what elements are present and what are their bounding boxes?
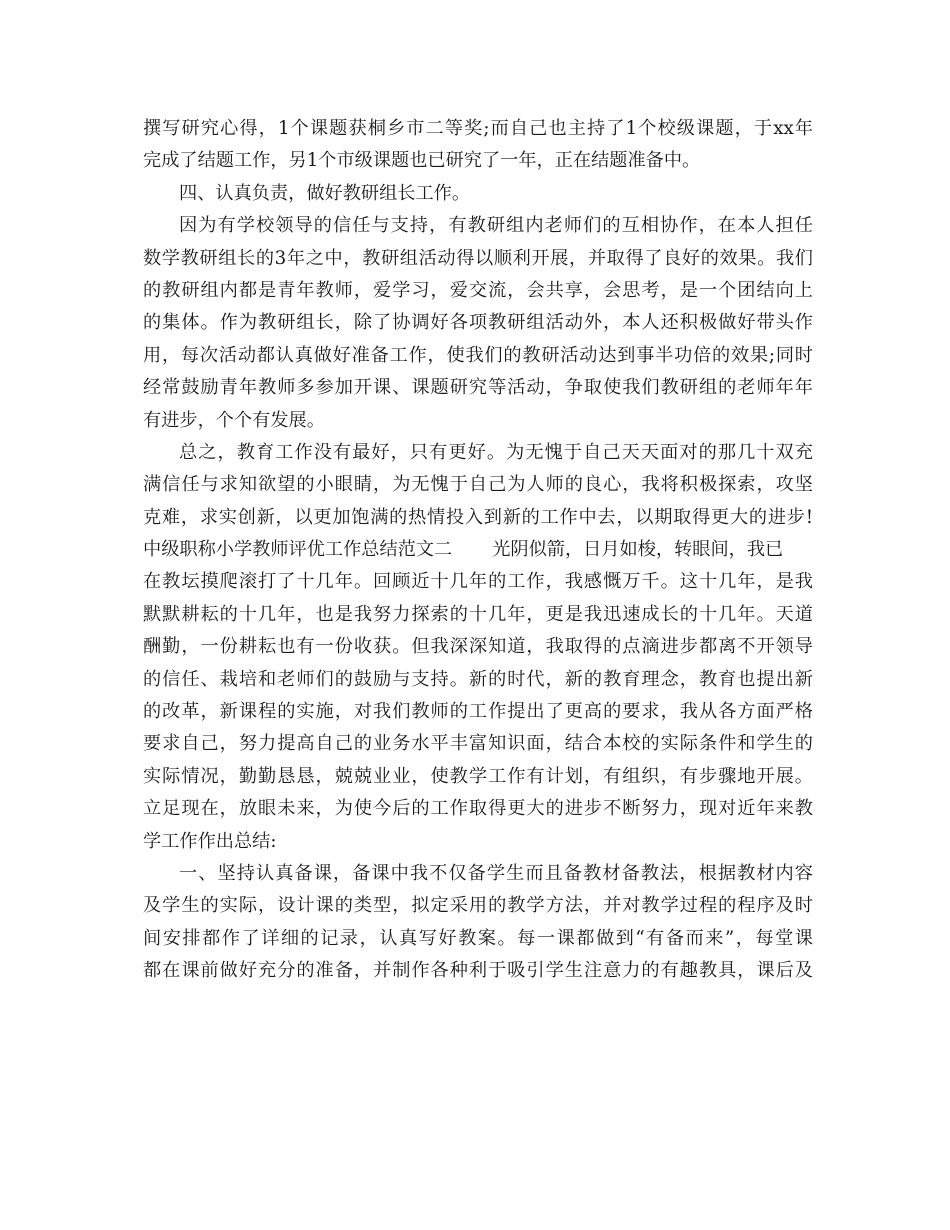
text-line: 实际情况，勤勤恳恳，兢兢业业，使教学工作有计划，有组织，有步骤地开展。 bbox=[143, 765, 813, 787]
text-line: 在教坛摸爬滚打了十几年。回顾近十几年的工作，我感慨万千。这十几年，是我 bbox=[143, 571, 813, 593]
text-line: 总之，教育工作没有最好，只有更好。为无愧于自己天天面对的那几十双充 bbox=[179, 441, 813, 463]
section-heading: 四、认真负责，做好教研组长工作。 bbox=[179, 182, 471, 204]
text-line: 撰写研究心得，1个课题获桐乡市二等奖;而自己也主持了1个校级课题，于xx年 bbox=[143, 118, 813, 139]
article-title: 中级职称小学教师评优工作总结范文二 bbox=[143, 539, 453, 561]
text-line: 的改革，新课程的实施，对我们教师的工作提出了更高的要求，我从各方面严格 bbox=[143, 701, 813, 723]
text-line: 因为有学校领导的信任与支持，有教研组内老师们的互相协作，在本人担任 bbox=[179, 215, 813, 237]
text-line: 间安排都作了详细的记录，认真写好教案。每一课都做到“有备而来”，每堂课 bbox=[143, 927, 813, 949]
text-line: 的教研组内都是青年教师，爱学习，爱交流，会共享，会思考，是一个团结向上 bbox=[143, 279, 813, 301]
text-line bbox=[143, 534, 813, 566]
text-line: 完成了结题工作，另1个市级课题也已研究了一年，正在结题准备中。 bbox=[143, 150, 701, 172]
text-line: 满信任与求知欲望的小眼睛，为无愧于自己为人师的良心，我将积极探索，攻坚 bbox=[143, 474, 813, 496]
text-line: 用，每次活动都认真做好准备工作，使我们的教研活动达到事半功倍的效果;同时 bbox=[143, 344, 813, 366]
text-fragment: 光阴似箭，日月如梭，转眼间，我已 bbox=[492, 539, 784, 561]
text-line: 立足现在，放眼未来，为使今后的工作取得更大的进步不断努力，现对近年来教 bbox=[143, 798, 813, 820]
text-line: 要求自己，努力提高自己的业务水平丰富知识面，结合本校的实际条件和学生的 bbox=[143, 733, 813, 755]
text-line: 酬勤，一份耕耘也有一份收获。但我深深知道，我取得的点滴进步都离不开领导 bbox=[143, 636, 813, 658]
text-line: 都在课前做好充分的准备，并制作各种利于吸引学生注意力的有趣教具，课后及 bbox=[143, 960, 813, 982]
text-line: 及学生的实际，设计课的类型，拟定采用的教学方法，并对教学过程的程序及时 bbox=[143, 895, 813, 917]
text-line: 的信任、栽培和老师们的鼓励与支持。新的时代，新的教育理念，教育也提出新 bbox=[143, 668, 813, 690]
text-line: 默默耕耘的十几年，也是我努力探索的十几年，更是我迅速成长的十几年。天道 bbox=[143, 603, 813, 625]
text-line: 克难，求实创新，以更加饱满的热情投入到新的工作中去，以期取得更大的进步! bbox=[143, 506, 813, 528]
text-line: 学工作作出总结: bbox=[143, 830, 277, 852]
text-line: 的集体。作为教研组长，除了协调好各项教研组活动外，本人还积极做好带头作 bbox=[143, 312, 813, 334]
text-line: 一、坚持认真备课，备课中我不仅备学生而且备教材备教法，根据教材内容 bbox=[179, 862, 813, 884]
text-line: 有进步，个个有发展。 bbox=[143, 409, 325, 431]
document-body bbox=[143, 113, 813, 988]
text-line: 数学教研组长的3年之中，教研组活动得以顺利开展，并取得了良好的效果。我们 bbox=[143, 247, 813, 269]
text-line: 经常鼓励青年教师多参加开课、课题研究等活动，争取使我们教研组的老师年年 bbox=[143, 377, 813, 399]
